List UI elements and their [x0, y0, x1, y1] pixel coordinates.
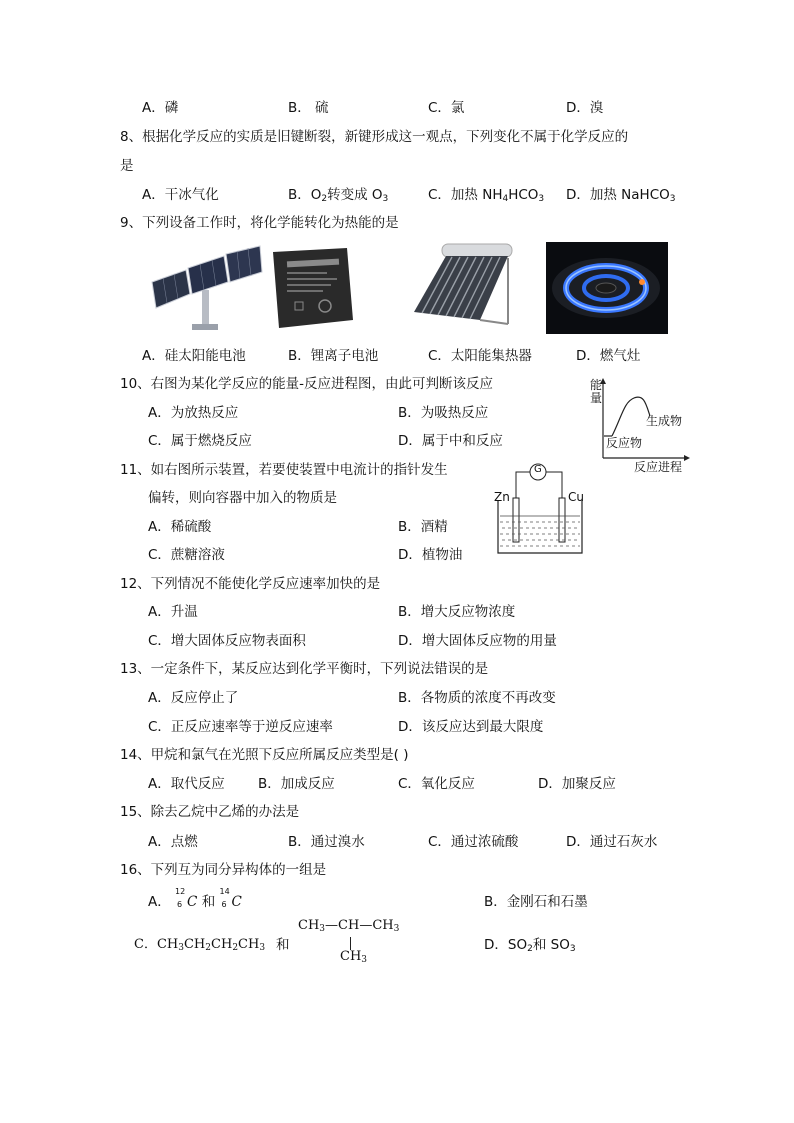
- solar-panel-image: [146, 242, 264, 334]
- q14-option-a: A．取代反应: [148, 776, 225, 792]
- q14-stem: 14、甲烷和氯气在光照下反应所属反应类型是( ): [120, 747, 409, 763]
- product-label: 生成物: [646, 414, 683, 428]
- copper-electrode-label: Cu: [568, 490, 584, 504]
- q10-stem: 10、右图为某化学反应的能量-反应进程图，由此可判断该反应: [120, 376, 494, 392]
- q15-option-b: B．通过溴水: [288, 834, 365, 850]
- q15-option-d: D．通过石灰水: [566, 834, 658, 850]
- q14-option-b: B．加成反应: [258, 776, 335, 792]
- q13-option-a: A．反应停止了: [148, 690, 239, 706]
- q8-option-b: B．$O_2$转变成 $O_3$: [288, 187, 389, 204]
- q9-option-b: B．锂离子电池: [288, 348, 379, 364]
- q9-stem: 9、下列设备工作时，将化学能转化为热能的是: [120, 215, 399, 231]
- q10-option-c: C．属于燃烧反应: [148, 433, 252, 449]
- q16-branched-formula-top: $CH_3—CH—CH_3$: [298, 918, 400, 934]
- galvanic-cell-diagram: [490, 458, 590, 558]
- q11-option-c: C．蔗糖溶液: [148, 547, 225, 563]
- q15-option-a: A．点燃: [148, 834, 198, 850]
- q8-stem-line2: 是: [120, 158, 134, 174]
- q16-option-c-and: 和: [276, 937, 290, 953]
- q11-option-d: D．植物油: [398, 547, 463, 563]
- q9-option-a: A．硅太阳能电池: [142, 348, 246, 364]
- zinc-electrode-label: Zn: [494, 490, 510, 504]
- lithium-battery-image: [265, 246, 357, 332]
- q16-branched-formula-bottom: $CH_3$: [340, 949, 368, 965]
- x-axis-label: 反应进程: [634, 460, 683, 474]
- q15-option-c: C．通过浓硫酸: [428, 834, 519, 850]
- q10-option-d: D．属于中和反应: [398, 433, 503, 449]
- q14-option-c: C．氧化反应: [398, 776, 475, 792]
- q7-option-a: A．磷: [142, 100, 179, 116]
- q16-option-a: A． 12 6 C 和 14 6 C: [148, 887, 242, 910]
- q10-option-b: B．为吸热反应: [398, 405, 489, 421]
- q12-option-c: C．增大固体反应物表面积: [148, 633, 306, 649]
- solar-water-heater-image: [408, 240, 518, 334]
- y-axis-label-1: 能: [590, 378, 603, 392]
- reactant-label: 反应物: [606, 436, 643, 450]
- q11-option-a: A．稀硫酸: [148, 519, 212, 535]
- q8-stem-line1: 8、根据化学反应的实质是旧键断裂，新键形成这一观点，下列变化不属于化学反应的: [120, 129, 629, 145]
- q8-option-a: A．干冰气化: [142, 187, 219, 203]
- q8-option-c: C．加热 $NH_4HCO_3$: [428, 187, 545, 204]
- q16-stem: 16、下列互为同分异构体的一组是: [120, 862, 327, 878]
- q14-option-d: D．加聚反应: [538, 776, 616, 792]
- q16-option-d: D．$SO_2$和 $SO_3$: [484, 937, 576, 954]
- q8-option-d: D．加热 NaHCO$_3$: [566, 187, 676, 204]
- energy-diagram: [584, 376, 694, 476]
- q16-option-b: B．金刚石和石墨: [484, 894, 588, 910]
- q9-option-d: D．燃气灶: [576, 348, 641, 364]
- q7-option-d: D．溴: [566, 100, 604, 116]
- q7-option-c: C．氯: [428, 100, 465, 116]
- q12-option-a: A．升温: [148, 604, 198, 620]
- q10-option-a: A．为放热反应: [148, 405, 239, 421]
- q13-stem: 13、一定条件下，某反应达到化学平衡时，下列说法错误的是: [120, 661, 489, 677]
- q16-option-c-linear-formula: C．$CH_3CH_2CH_2CH_3$: [134, 937, 266, 953]
- q11-stem-line2: 偏转，则向容器中加入的物质是: [148, 490, 337, 506]
- galvanometer-label: G: [534, 464, 542, 475]
- y-axis-label-2: 量: [590, 391, 603, 405]
- q13-option-d: D．该反应达到最大限度: [398, 719, 544, 735]
- gas-stove-image: [546, 242, 668, 334]
- q13-option-b: B．各物质的浓度不再改变: [398, 690, 556, 706]
- q11-stem-line1: 11、如右图所示装置，若要使装置中电流计的指针发生: [120, 462, 448, 478]
- q11-option-b: B．酒精: [398, 519, 448, 535]
- q15-stem: 15、除去乙烷中乙烯的办法是: [120, 804, 300, 820]
- q12-option-b: B．增大反应物浓度: [398, 604, 516, 620]
- q12-stem: 12、下列情况不能使化学反应速率加快的是: [120, 576, 381, 592]
- q12-option-d: D．增大固体反应物的用量: [398, 633, 557, 649]
- q13-option-c: C．正反应速率等于逆反应速率: [148, 719, 333, 735]
- q7-option-b: B． 硫: [288, 100, 329, 116]
- q9-option-c: C．太阳能集热器: [428, 348, 532, 364]
